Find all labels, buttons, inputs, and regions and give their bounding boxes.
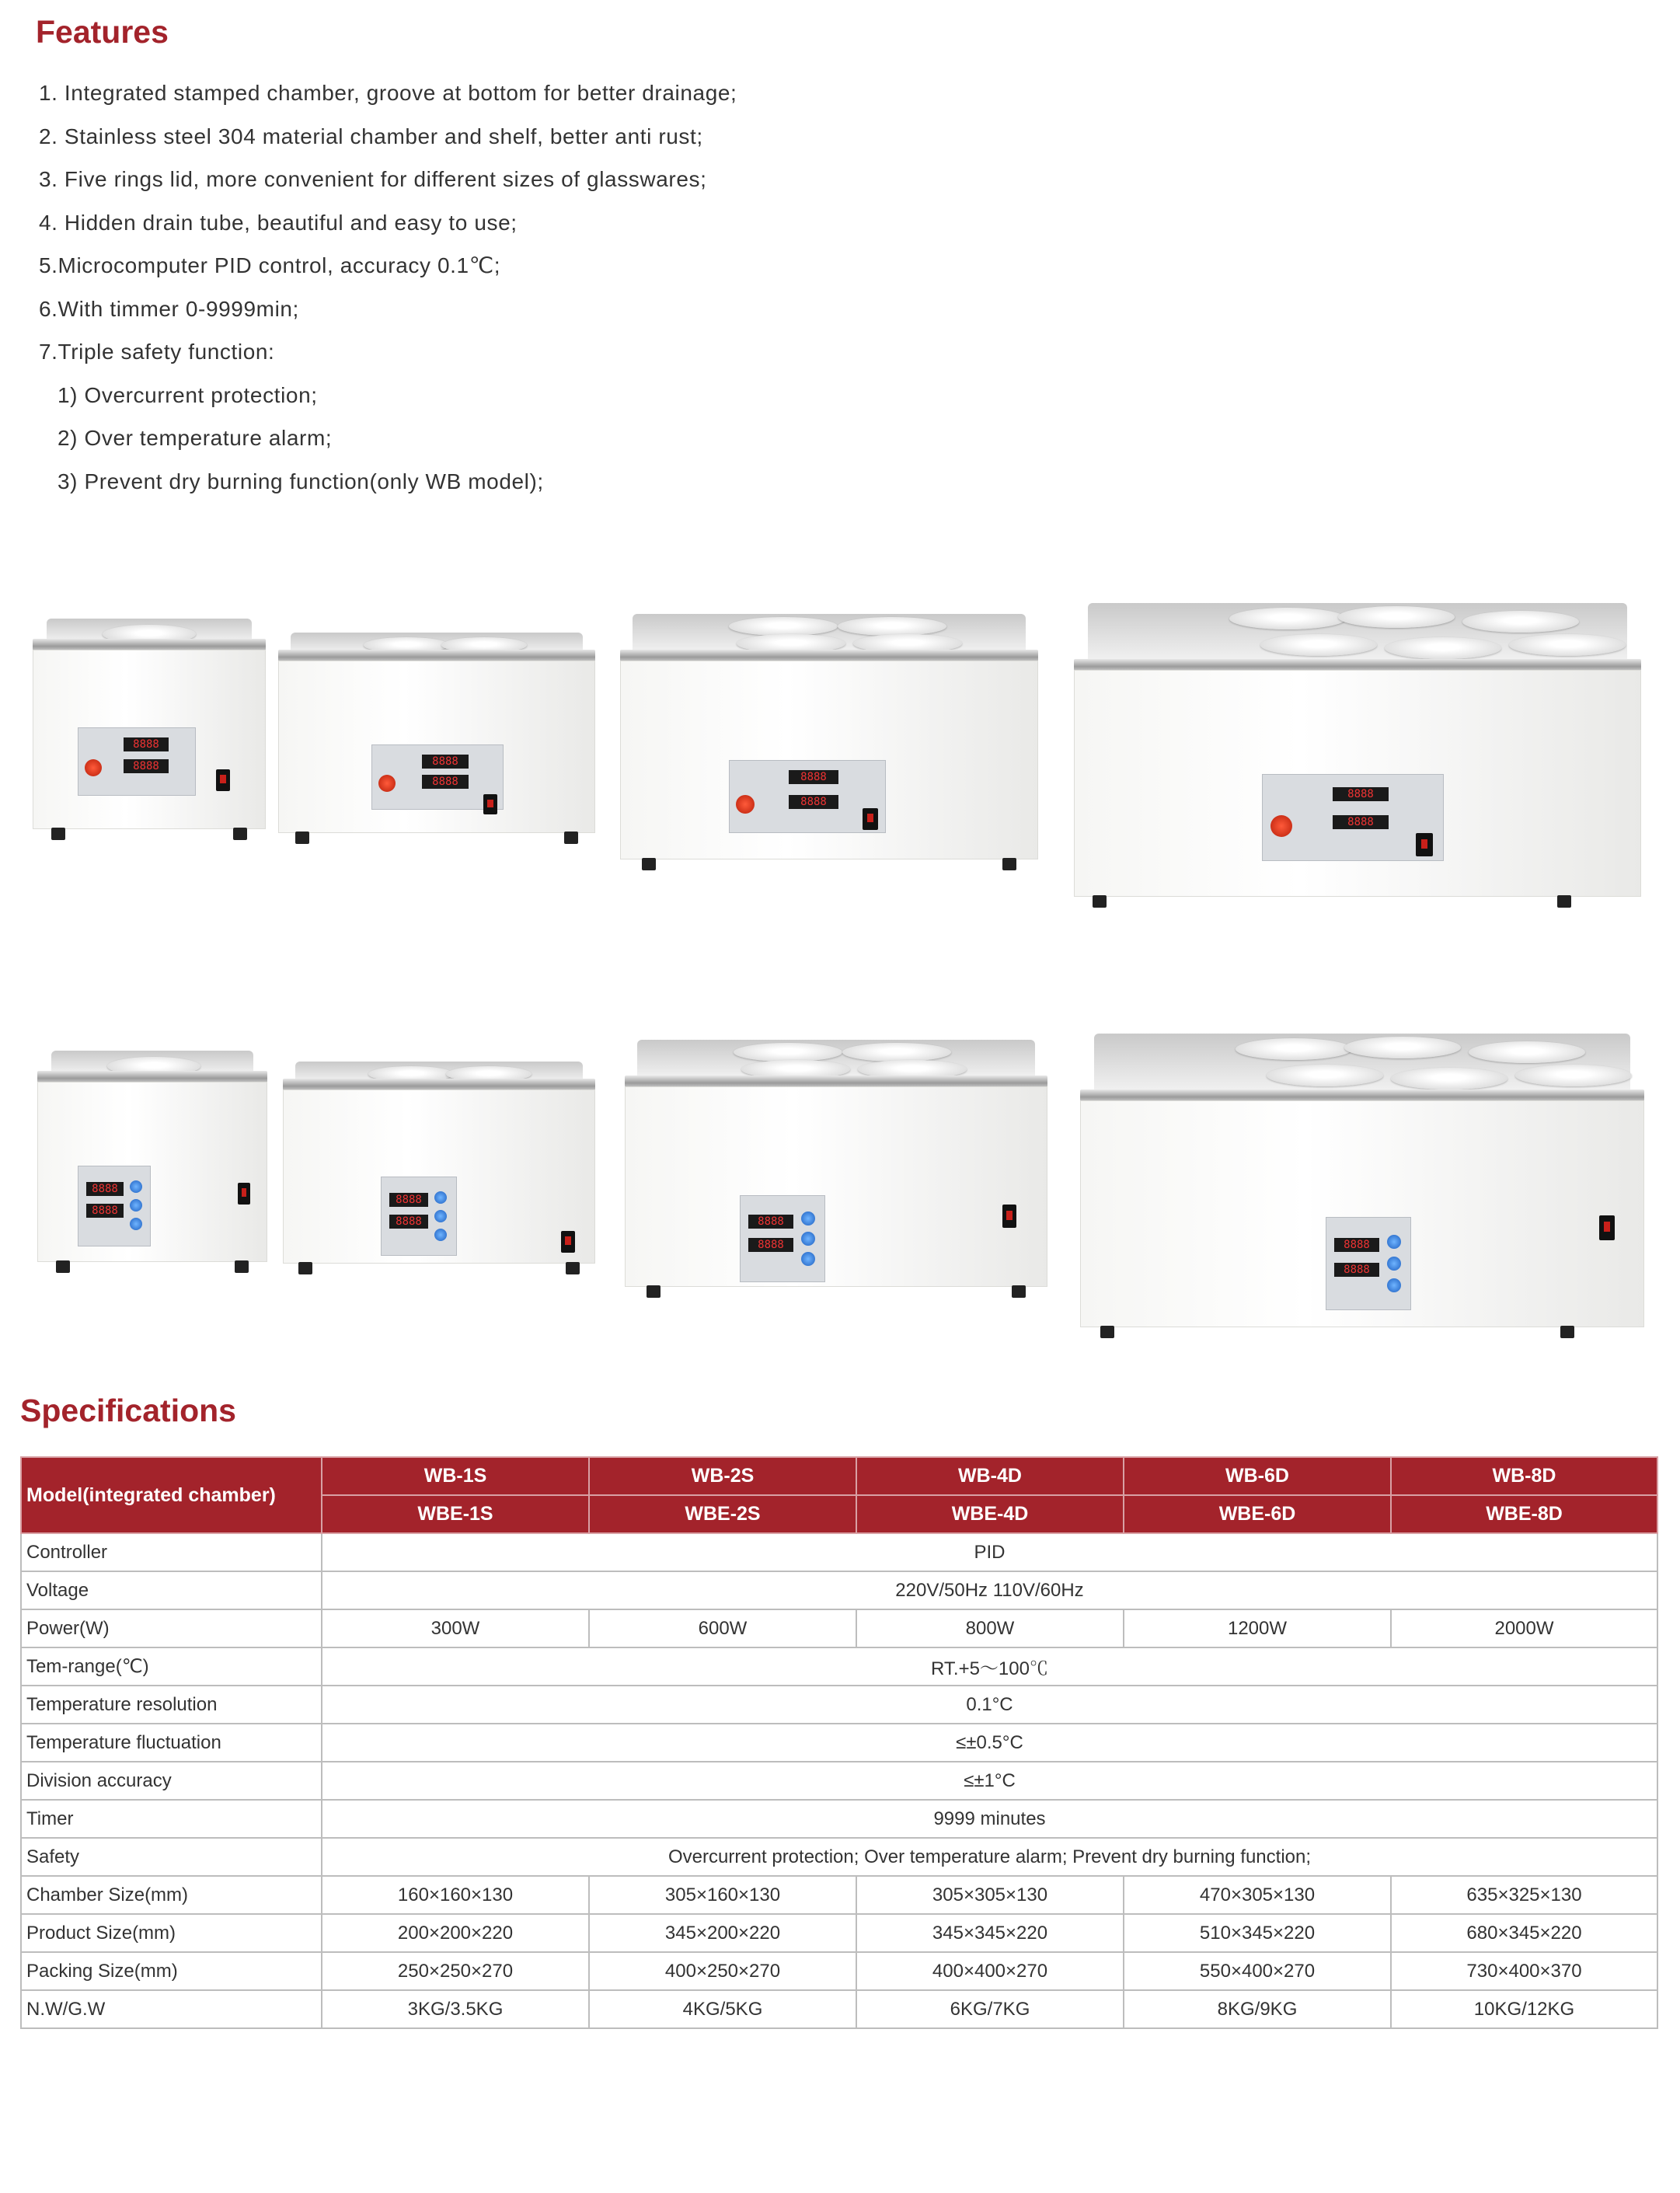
cell-value: 0.1°C xyxy=(322,1686,1657,1724)
table-row xyxy=(21,1876,1657,1914)
set-button[interactable] xyxy=(434,1210,447,1222)
up-button[interactable] xyxy=(434,1191,447,1204)
power-switch[interactable] xyxy=(561,1231,575,1253)
model-wbe: WBE-4D xyxy=(856,1495,1124,1533)
control-panel: 8888 8888 xyxy=(1326,1217,1411,1310)
power-switch[interactable] xyxy=(483,794,497,814)
model-wb: WB-2S xyxy=(589,1457,856,1495)
model-wb: WB-6D xyxy=(1124,1457,1391,1495)
power-switch[interactable] xyxy=(863,808,878,830)
product-image-wbe-2s xyxy=(283,1062,595,1274)
row-label: Chamber Size(mm) xyxy=(21,1876,322,1914)
cell-value: 160×160×130 xyxy=(322,1876,589,1914)
down-button[interactable] xyxy=(130,1218,142,1230)
feature-item: 1. Integrated stamped chamber, groove at bottom for better drainage; xyxy=(39,81,737,105)
feature-item: 2. Stainless steel 304 material chamber and shelf, better anti rust; xyxy=(39,124,703,148)
row-label: Tem-range(℃) xyxy=(21,1647,322,1686)
control-panel: 8888 8888 xyxy=(78,727,196,796)
cell-value: 250×250×270 xyxy=(322,1952,589,1990)
feature-subitem: 3) Prevent dry burning function(only WB model); xyxy=(58,469,544,493)
row-label: Voltage xyxy=(21,1571,322,1609)
cell-value: 4KG/5KG xyxy=(589,1990,856,2028)
product-image-wb-2s xyxy=(278,633,595,844)
model-wb: WB-8D xyxy=(1391,1457,1657,1495)
row-label: Safety xyxy=(21,1838,322,1876)
product-image-wbe-6d xyxy=(1080,1034,1644,1338)
row-label: Packing Size(mm) xyxy=(21,1952,322,1990)
cell-value: 635×325×130 xyxy=(1391,1876,1657,1914)
model-wbe: WBE-1S xyxy=(322,1495,589,1533)
table-row xyxy=(21,1914,1657,1952)
knob-icon xyxy=(378,775,396,792)
knob-icon xyxy=(736,795,755,814)
knob-icon xyxy=(1270,815,1292,837)
cell-value: 200×200×220 xyxy=(322,1914,589,1952)
cell-value: RT.+5～100℃ xyxy=(322,1647,1657,1686)
down-button[interactable] xyxy=(801,1252,815,1266)
cell-value: 1200W xyxy=(1124,1609,1391,1647)
feature-subitem: 1) Overcurrent protection; xyxy=(58,382,318,407)
row-label: Temperature resolution xyxy=(21,1686,322,1724)
table-row xyxy=(21,1838,1657,1876)
control-panel: 8888 8888 xyxy=(371,744,504,810)
table-row xyxy=(21,1724,1657,1762)
feature-subitem: 2) Over temperature alarm; xyxy=(58,426,333,450)
table-row xyxy=(21,1686,1657,1724)
control-panel: 8888 8888 xyxy=(729,760,886,833)
cell-value: 9999 minutes xyxy=(322,1800,1657,1838)
control-panel: 8888 8888 xyxy=(1262,774,1444,861)
cell-value: 800W xyxy=(856,1609,1124,1647)
cell-value: 400×400×270 xyxy=(856,1952,1124,1990)
product-image-wb-6d xyxy=(1074,603,1641,908)
cell-value: 600W xyxy=(589,1609,856,1647)
features-heading: Features xyxy=(36,14,169,50)
cell-value: 10KG/12KG xyxy=(1391,1990,1657,2028)
specifications-heading: Specifications xyxy=(20,1393,236,1428)
row-label: Power(W) xyxy=(21,1609,322,1647)
model-wbe: WBE-2S xyxy=(589,1495,856,1533)
feature-item: 3. Five rings lid, more convenient for different sizes of glasswares; xyxy=(39,167,707,191)
cell-value: ≤±0.5°C xyxy=(322,1724,1657,1762)
cell-value: 8KG/9KG xyxy=(1124,1990,1391,2028)
row-label: Controller xyxy=(21,1533,322,1571)
row-label: Timer xyxy=(21,1800,322,1838)
feature-item: 4. Hidden drain tube, beautiful and easy to use; xyxy=(39,210,518,235)
product-image-wbe-4d xyxy=(625,1040,1047,1298)
cell-value: 3KG/3.5KG xyxy=(322,1990,589,2028)
table-row xyxy=(21,1571,1657,1609)
control-panel: 8888 8888 xyxy=(381,1177,457,1256)
table-header-row xyxy=(21,1457,1657,1495)
cell-value: ≤±1°C xyxy=(322,1762,1657,1800)
cell-value: 2000W xyxy=(1391,1609,1657,1647)
cell-value: 470×305×130 xyxy=(1124,1876,1391,1914)
row-label: Temperature fluctuation xyxy=(21,1724,322,1762)
cell-value: 345×200×220 xyxy=(589,1914,856,1952)
cell-value: 305×160×130 xyxy=(589,1876,856,1914)
cell-value: 220V/50Hz 110V/60Hz xyxy=(322,1571,1657,1609)
cell-value: 510×345×220 xyxy=(1124,1914,1391,1952)
control-panel: 8888 8888 xyxy=(740,1195,825,1282)
cell-value: Overcurrent protection; Over temperature alarm; Prevent dry burning function; xyxy=(322,1838,1657,1876)
cell-value: 345×345×220 xyxy=(856,1914,1124,1952)
product-image-wb-1s xyxy=(33,619,266,840)
down-button[interactable] xyxy=(434,1229,447,1241)
features-list xyxy=(39,71,737,503)
feature-item: 7.Triple safety function: xyxy=(39,340,275,364)
power-switch[interactable] xyxy=(1599,1215,1615,1240)
table-row xyxy=(21,1952,1657,1990)
set-button[interactable] xyxy=(801,1232,815,1246)
feature-item: 5.Microcomputer PID control, accuracy 0.1℃; xyxy=(39,253,501,277)
model-wbe: WBE-8D xyxy=(1391,1495,1657,1533)
table-row xyxy=(21,1647,1657,1686)
table-row xyxy=(21,1609,1657,1647)
up-button[interactable] xyxy=(130,1180,142,1193)
power-switch[interactable] xyxy=(216,769,230,791)
row-label: N.W/G.W xyxy=(21,1990,322,2028)
up-button[interactable] xyxy=(801,1212,815,1226)
feature-item: 6.With timmer 0-9999min; xyxy=(39,296,299,321)
cell-value: 550×400×270 xyxy=(1124,1952,1391,1990)
model-wb: WB-1S xyxy=(322,1457,589,1495)
table-row xyxy=(21,1533,1657,1571)
product-image-wbe-1s xyxy=(37,1051,267,1273)
power-switch[interactable] xyxy=(1002,1205,1016,1228)
cell-value: 680×345×220 xyxy=(1391,1914,1657,1952)
table-header-label: Model(integrated chamber) xyxy=(21,1457,322,1533)
control-panel: 8888 8888 xyxy=(78,1166,151,1246)
table-row xyxy=(21,1800,1657,1838)
set-button[interactable] xyxy=(1387,1257,1401,1271)
set-button[interactable] xyxy=(130,1199,142,1212)
down-button[interactable] xyxy=(1387,1278,1401,1292)
power-switch[interactable] xyxy=(238,1183,250,1205)
table-row xyxy=(21,1762,1657,1800)
cell-value: 6KG/7KG xyxy=(856,1990,1124,2028)
table-row xyxy=(21,1990,1657,2028)
cell-value: 730×400×370 xyxy=(1391,1952,1657,1990)
cell-value: 300W xyxy=(322,1609,589,1647)
cell-value: 305×305×130 xyxy=(856,1876,1124,1914)
row-label: Product Size(mm) xyxy=(21,1914,322,1952)
cell-value: 400×250×270 xyxy=(589,1952,856,1990)
model-wbe: WBE-6D xyxy=(1124,1495,1391,1533)
knob-icon xyxy=(85,759,102,776)
power-switch[interactable] xyxy=(1416,833,1433,856)
product-image-wb-4d xyxy=(620,614,1038,870)
cell-value: PID xyxy=(322,1533,1657,1571)
specifications-table xyxy=(20,1456,1658,2029)
up-button[interactable] xyxy=(1387,1235,1401,1249)
model-wb: WB-4D xyxy=(856,1457,1124,1495)
row-label: Division accuracy xyxy=(21,1762,322,1800)
